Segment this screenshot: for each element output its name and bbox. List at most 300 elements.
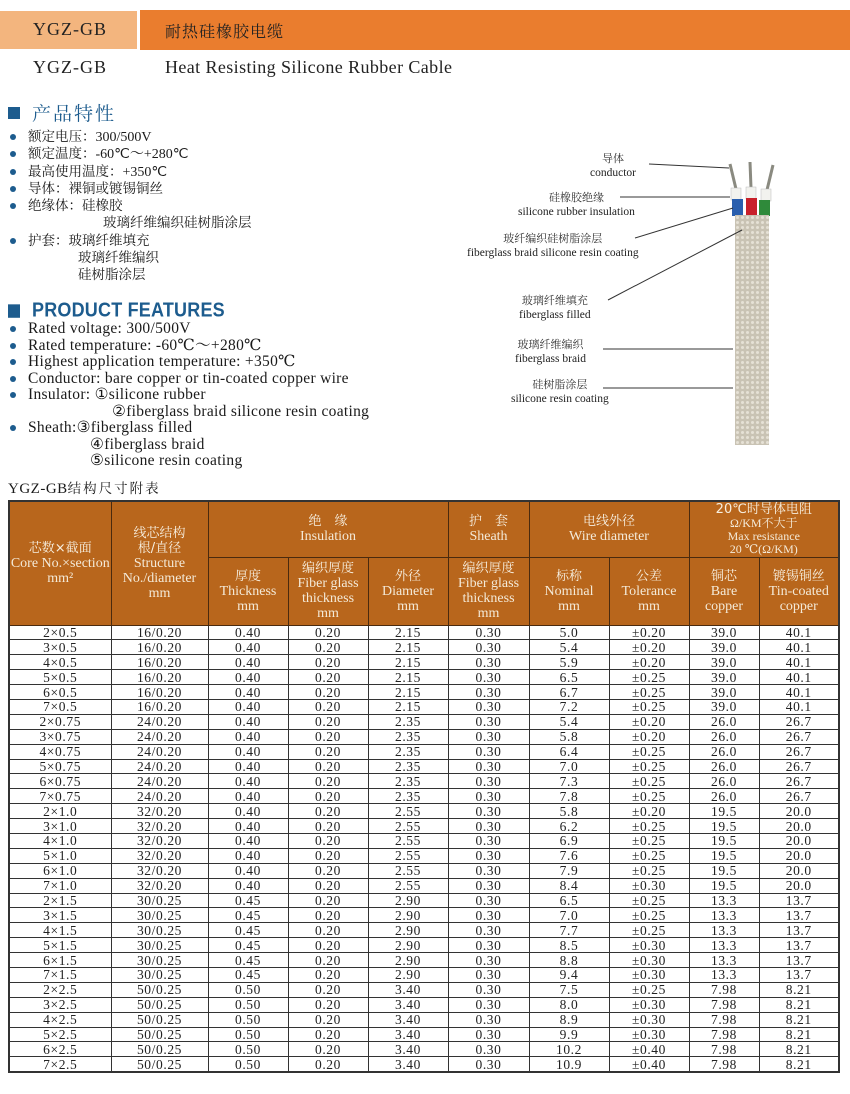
col-group-resistance bbox=[689, 501, 839, 557]
spec-table bbox=[8, 500, 840, 1073]
cell-structure: 16/0.20 bbox=[111, 625, 208, 640]
cell-fiberglass-thickness: 0.20 bbox=[288, 789, 368, 804]
core-blue bbox=[732, 199, 743, 216]
cell-structure: 24/0.20 bbox=[111, 729, 208, 744]
cell-bare-copper-resistance: 7.98 bbox=[689, 1042, 759, 1057]
cell-sheath-thickness: 0.30 bbox=[448, 714, 529, 729]
cell-core-section: 5×0.75 bbox=[9, 759, 111, 774]
cell-thickness: 0.40 bbox=[208, 804, 288, 819]
cell-tolerance: ±0.25 bbox=[609, 759, 689, 774]
cell-tin-coated-resistance: 13.7 bbox=[759, 923, 839, 938]
feature-text: Rated temperature: -60℃～+280℃ bbox=[28, 336, 262, 354]
cell-bare-copper-resistance: 7.98 bbox=[689, 1027, 759, 1042]
cell-insulation-diameter: 2.90 bbox=[368, 908, 448, 923]
label-silicone-rubber-insulation bbox=[518, 191, 635, 219]
cell-thickness: 0.40 bbox=[208, 699, 288, 714]
cell-tin-coated-resistance: 26.7 bbox=[759, 744, 839, 759]
cell-core-section: 5×2.5 bbox=[9, 1027, 111, 1042]
cell-nominal-diameter: 6.5 bbox=[529, 670, 609, 685]
cell-tolerance: ±0.30 bbox=[609, 878, 689, 893]
cell-tin-coated-resistance: 40.1 bbox=[759, 699, 839, 714]
header-en: Fiber glass bbox=[457, 576, 520, 591]
cell-nominal-diameter: 8.5 bbox=[529, 938, 609, 953]
header-en: Wire diameter bbox=[569, 529, 649, 545]
cell-core-section: 7×2.5 bbox=[9, 1057, 111, 1072]
cell-structure: 16/0.20 bbox=[111, 655, 208, 670]
cell-tolerance: ±0.25 bbox=[609, 893, 689, 908]
cell-structure: 30/0.25 bbox=[111, 938, 208, 953]
bullet-icon bbox=[10, 359, 16, 365]
feature-value: 硅树脂涂层 bbox=[78, 267, 146, 284]
header-en: Max resistance bbox=[727, 529, 800, 544]
cell-nominal-diameter: 7.8 bbox=[529, 789, 609, 804]
cell-bare-copper-resistance: 19.5 bbox=[689, 804, 759, 819]
cell-insulation-diameter: 3.40 bbox=[368, 1012, 448, 1027]
label-en: fiberglass braid bbox=[515, 353, 587, 365]
cell-nominal-diameter: 10.2 bbox=[529, 1042, 609, 1057]
cell-tolerance: ±0.30 bbox=[609, 953, 689, 968]
cell-tolerance: ±0.25 bbox=[609, 848, 689, 863]
cell-tolerance: ±0.30 bbox=[609, 1012, 689, 1027]
cell-bare-copper-resistance: 26.0 bbox=[689, 759, 759, 774]
table-row bbox=[9, 908, 839, 923]
cell-thickness: 0.40 bbox=[208, 729, 288, 744]
table-row bbox=[9, 1027, 839, 1042]
cell-tin-coated-resistance: 20.0 bbox=[759, 804, 839, 819]
cell-tolerance: ±0.20 bbox=[609, 714, 689, 729]
cell-sheath-thickness: 0.30 bbox=[448, 833, 529, 848]
cell-insulation-diameter: 2.55 bbox=[368, 863, 448, 878]
col-header-tin-coated-copper bbox=[759, 557, 839, 625]
leader-line bbox=[635, 208, 733, 238]
cell-structure: 24/0.20 bbox=[111, 774, 208, 789]
cell-fiberglass-thickness: 0.20 bbox=[288, 685, 368, 700]
header-en: copper bbox=[779, 598, 818, 614]
feature-label: 最高使用温度： bbox=[28, 163, 123, 180]
cell-tin-coated-resistance: 13.7 bbox=[759, 893, 839, 908]
col-header-core bbox=[9, 501, 111, 625]
cell-tolerance: ±0.20 bbox=[609, 625, 689, 640]
cell-fiberglass-thickness: 0.20 bbox=[288, 774, 368, 789]
header-cn: 芯数×截面 bbox=[28, 540, 92, 556]
table-row bbox=[9, 997, 839, 1012]
title-band bbox=[140, 10, 850, 50]
table-title-cn: 结构尺寸附表 bbox=[67, 481, 161, 497]
cell-thickness: 0.40 bbox=[208, 744, 288, 759]
cell-sheath-thickness: 0.30 bbox=[448, 789, 529, 804]
cell-sheath-thickness: 0.30 bbox=[448, 685, 529, 700]
cell-thickness: 0.50 bbox=[208, 997, 288, 1012]
header-cn: 厚度 bbox=[234, 568, 261, 584]
cell-thickness: 0.45 bbox=[208, 893, 288, 908]
bullet-icon bbox=[10, 151, 16, 157]
cell-sheath-thickness: 0.30 bbox=[448, 729, 529, 744]
cell-bare-copper-resistance: 7.98 bbox=[689, 1057, 759, 1072]
cell-sheath-thickness: 0.30 bbox=[448, 982, 529, 997]
cell-nominal-diameter: 8.8 bbox=[529, 953, 609, 968]
feature-value: 硅橡胶 bbox=[82, 198, 123, 215]
cell-tolerance: ±0.30 bbox=[609, 997, 689, 1012]
feature-value: 裸铜或镀锡铜丝 bbox=[68, 180, 163, 197]
leader-line bbox=[649, 164, 729, 168]
cell-fiberglass-thickness: 0.20 bbox=[288, 670, 368, 685]
cell-tolerance: ±0.25 bbox=[609, 908, 689, 923]
cell-insulation-diameter: 3.40 bbox=[368, 1027, 448, 1042]
label-en: silicone rubber insulation bbox=[518, 206, 635, 218]
cell-sheath-thickness: 0.30 bbox=[448, 967, 529, 982]
core-green bbox=[759, 200, 770, 216]
col-header-diameter bbox=[368, 557, 448, 625]
col-header-sheath-fiberglass-thickness bbox=[448, 557, 529, 625]
col-group-insulation bbox=[208, 501, 448, 557]
cell-structure: 50/0.25 bbox=[111, 1012, 208, 1027]
label-silicone-resin-coating bbox=[511, 378, 609, 406]
cell-thickness: 0.40 bbox=[208, 625, 288, 640]
table-row bbox=[9, 774, 839, 789]
feature-text: ⑤silicone resin coating bbox=[90, 452, 243, 469]
cell-tolerance: ±0.25 bbox=[609, 819, 689, 834]
cell-fiberglass-thickness: 0.20 bbox=[288, 640, 368, 655]
cell-insulation-diameter: 2.15 bbox=[368, 640, 448, 655]
cell-bare-copper-resistance: 19.5 bbox=[689, 833, 759, 848]
cell-thickness: 0.50 bbox=[208, 1012, 288, 1027]
cell-sheath-thickness: 0.30 bbox=[448, 953, 529, 968]
cell-nominal-diameter: 7.0 bbox=[529, 908, 609, 923]
insulation-stub bbox=[761, 189, 771, 201]
feature-value: 玻璃纤维填充 bbox=[68, 232, 150, 249]
cell-tin-coated-resistance: 40.1 bbox=[759, 670, 839, 685]
cell-tin-coated-resistance: 8.21 bbox=[759, 1027, 839, 1042]
cell-core-section: 2×0.5 bbox=[9, 625, 111, 640]
cell-tin-coated-resistance: 40.1 bbox=[759, 640, 839, 655]
header-en: Core No.×section bbox=[10, 555, 110, 571]
cell-thickness: 0.40 bbox=[208, 685, 288, 700]
cell-bare-copper-resistance: 7.98 bbox=[689, 1012, 759, 1027]
cell-sheath-thickness: 0.30 bbox=[448, 997, 529, 1012]
cell-tin-coated-resistance: 13.7 bbox=[759, 953, 839, 968]
table-row bbox=[9, 759, 839, 774]
header-cn: 20℃时导体电阻 bbox=[715, 502, 812, 518]
cell-bare-copper-resistance: 39.0 bbox=[689, 670, 759, 685]
cell-fiberglass-thickness: 0.20 bbox=[288, 863, 368, 878]
table-row bbox=[9, 804, 839, 819]
cell-tolerance: ±0.30 bbox=[609, 1027, 689, 1042]
cell-tolerance: ±0.25 bbox=[609, 744, 689, 759]
table-row bbox=[9, 714, 839, 729]
cell-thickness: 0.40 bbox=[208, 819, 288, 834]
cell-insulation-diameter: 2.90 bbox=[368, 893, 448, 908]
cell-nominal-diameter: 8.0 bbox=[529, 997, 609, 1012]
insulation-stub bbox=[731, 188, 741, 200]
cell-thickness: 0.40 bbox=[208, 863, 288, 878]
cell-fiberglass-thickness: 0.20 bbox=[288, 908, 368, 923]
table-row bbox=[9, 967, 839, 982]
feature-text: ④fiberglass braid bbox=[90, 435, 205, 453]
cell-thickness: 0.45 bbox=[208, 923, 288, 938]
cell-nominal-diameter: 7.9 bbox=[529, 863, 609, 878]
feature-label: 绝缘体： bbox=[28, 198, 82, 215]
cell-insulation-diameter: 2.90 bbox=[368, 953, 448, 968]
table-row bbox=[9, 789, 839, 804]
header-unit: mm bbox=[317, 606, 339, 621]
cell-tolerance: ±0.25 bbox=[609, 685, 689, 700]
cell-thickness: 0.45 bbox=[208, 938, 288, 953]
cell-structure: 50/0.25 bbox=[111, 997, 208, 1012]
cell-bare-copper-resistance: 26.0 bbox=[689, 774, 759, 789]
header-en: Diameter bbox=[381, 583, 435, 599]
cell-tin-coated-resistance: 20.0 bbox=[759, 833, 839, 848]
cell-structure: 16/0.20 bbox=[111, 670, 208, 685]
cell-tolerance: ±0.25 bbox=[609, 982, 689, 997]
label-cn: 玻璃纤维编织 bbox=[517, 338, 584, 351]
cell-tin-coated-resistance: 26.7 bbox=[759, 759, 839, 774]
cell-bare-copper-resistance: 13.3 bbox=[689, 953, 759, 968]
cell-sheath-thickness: 0.30 bbox=[448, 655, 529, 670]
header-unit: mm bbox=[148, 585, 171, 601]
cell-structure: 24/0.20 bbox=[111, 789, 208, 804]
cell-core-section: 4×1.5 bbox=[9, 923, 111, 938]
feature-text: Sheath:③fiberglass filled bbox=[28, 419, 193, 436]
header-en: Fiber glass bbox=[297, 576, 359, 591]
cell-fiberglass-thickness: 0.20 bbox=[288, 923, 368, 938]
cell-structure: 50/0.25 bbox=[111, 1057, 208, 1072]
cell-fiberglass-thickness: 0.20 bbox=[288, 1057, 368, 1072]
cell-thickness: 0.40 bbox=[208, 655, 288, 670]
table-row bbox=[9, 655, 839, 670]
cell-structure: 16/0.20 bbox=[111, 685, 208, 700]
cell-bare-copper-resistance: 19.5 bbox=[689, 819, 759, 834]
header-unit: mm bbox=[397, 598, 419, 614]
cell-fiberglass-thickness: 0.20 bbox=[288, 967, 368, 982]
cell-structure: 30/0.25 bbox=[111, 893, 208, 908]
header-en: Thickness bbox=[219, 583, 277, 599]
cell-insulation-diameter: 3.40 bbox=[368, 1042, 448, 1057]
cell-tin-coated-resistance: 8.21 bbox=[759, 1057, 839, 1072]
cell-thickness: 0.40 bbox=[208, 714, 288, 729]
cable-diagram bbox=[440, 140, 850, 460]
cell-sheath-thickness: 0.30 bbox=[448, 744, 529, 759]
header-cn: 标称 bbox=[555, 568, 582, 584]
cell-core-section: 3×1.0 bbox=[9, 819, 111, 834]
col-header-tolerance bbox=[609, 557, 689, 625]
table-row bbox=[9, 893, 839, 908]
cell-sheath-thickness: 0.30 bbox=[448, 908, 529, 923]
cell-thickness: 0.50 bbox=[208, 1042, 288, 1057]
cell-insulation-diameter: 2.55 bbox=[368, 804, 448, 819]
cell-sheath-thickness: 0.30 bbox=[448, 878, 529, 893]
header-sub: Ω/KM不大于 bbox=[729, 516, 798, 531]
cell-nominal-diameter: 10.9 bbox=[529, 1057, 609, 1072]
cell-tolerance: ±0.25 bbox=[609, 863, 689, 878]
cell-core-section: 5×1.0 bbox=[9, 848, 111, 863]
cell-tolerance: ±0.25 bbox=[609, 923, 689, 938]
table-row bbox=[9, 923, 839, 938]
cell-tin-coated-resistance: 13.7 bbox=[759, 938, 839, 953]
bullet-icon bbox=[10, 238, 16, 244]
cell-fiberglass-thickness: 0.20 bbox=[288, 699, 368, 714]
table-row bbox=[9, 670, 839, 685]
cell-bare-copper-resistance: 26.0 bbox=[689, 789, 759, 804]
cell-sheath-thickness: 0.30 bbox=[448, 819, 529, 834]
cell-nominal-diameter: 6.2 bbox=[529, 819, 609, 834]
features-en-heading-text: PRODUCT FEATURES bbox=[32, 298, 225, 322]
table-row bbox=[9, 953, 839, 968]
col-header-bare-copper bbox=[689, 557, 759, 625]
cell-fiberglass-thickness: 0.20 bbox=[288, 729, 368, 744]
feature-value: 玻璃纤维编织硅树脂涂层 bbox=[103, 215, 252, 232]
cell-insulation-diameter: 2.90 bbox=[368, 938, 448, 953]
header-en: No./diameter bbox=[122, 570, 197, 586]
cell-structure: 24/0.20 bbox=[111, 744, 208, 759]
label-fiberglass-braid-coating bbox=[467, 232, 639, 260]
cell-structure: 32/0.20 bbox=[111, 804, 208, 819]
cell-structure: 50/0.25 bbox=[111, 1027, 208, 1042]
cell-fiberglass-thickness: 0.20 bbox=[288, 819, 368, 834]
conductor-wire bbox=[730, 164, 736, 189]
label-cn: 玻璃纤维填充 bbox=[521, 294, 588, 307]
conductor-wire bbox=[767, 165, 773, 190]
cell-insulation-diameter: 2.35 bbox=[368, 789, 448, 804]
header-en: Insulation bbox=[300, 529, 356, 545]
cell-sheath-thickness: 0.30 bbox=[448, 1027, 529, 1042]
cell-tin-coated-resistance: 20.0 bbox=[759, 863, 839, 878]
table-row bbox=[9, 938, 839, 953]
header-cn: 外径 bbox=[394, 568, 421, 584]
cell-tolerance: ±0.20 bbox=[609, 729, 689, 744]
cell-bare-copper-resistance: 26.0 bbox=[689, 744, 759, 759]
cell-fiberglass-thickness: 0.20 bbox=[288, 878, 368, 893]
cell-thickness: 0.50 bbox=[208, 1057, 288, 1072]
label-en: fiberglass braid silicone resin coating bbox=[467, 247, 639, 259]
feature-text: Conductor: bare copper or tin-coated copper wire bbox=[28, 369, 349, 387]
cell-insulation-diameter: 2.55 bbox=[368, 833, 448, 848]
header-en: Structure bbox=[133, 555, 186, 571]
header-cn: 电线外径 bbox=[582, 514, 635, 530]
cell-sheath-thickness: 0.30 bbox=[448, 1057, 529, 1072]
cell-thickness: 0.45 bbox=[208, 967, 288, 982]
cell-tin-coated-resistance: 8.21 bbox=[759, 997, 839, 1012]
bullet-icon bbox=[10, 326, 16, 332]
cell-core-section: 4×0.75 bbox=[9, 744, 111, 759]
cell-bare-copper-resistance: 19.5 bbox=[689, 878, 759, 893]
bullet-icon bbox=[10, 392, 16, 398]
col-header-thickness bbox=[208, 557, 288, 625]
table-row bbox=[9, 1057, 839, 1072]
cell-nominal-diameter: 5.4 bbox=[529, 640, 609, 655]
core-red bbox=[746, 198, 757, 216]
cell-structure: 30/0.25 bbox=[111, 953, 208, 968]
cell-sheath-thickness: 0.30 bbox=[448, 923, 529, 938]
cell-structure: 32/0.20 bbox=[111, 878, 208, 893]
cell-core-section: 4×1.0 bbox=[9, 833, 111, 848]
cell-core-section: 2×0.75 bbox=[9, 714, 111, 729]
cell-nominal-diameter: 6.7 bbox=[529, 685, 609, 700]
cell-nominal-diameter: 9.9 bbox=[529, 1027, 609, 1042]
header-unit: mm² bbox=[47, 570, 74, 586]
cell-bare-copper-resistance: 39.0 bbox=[689, 625, 759, 640]
cell-tin-coated-resistance: 26.7 bbox=[759, 774, 839, 789]
cell-structure: 24/0.20 bbox=[111, 714, 208, 729]
cell-sheath-thickness: 0.30 bbox=[448, 1042, 529, 1057]
cell-bare-copper-resistance: 39.0 bbox=[689, 699, 759, 714]
table-title bbox=[8, 477, 161, 498]
header-en: thickness bbox=[301, 591, 355, 606]
cell-insulation-diameter: 2.15 bbox=[368, 699, 448, 714]
bullet-icon bbox=[10, 343, 16, 349]
cell-structure: 30/0.25 bbox=[111, 908, 208, 923]
cell-insulation-diameter: 2.35 bbox=[368, 759, 448, 774]
cell-fiberglass-thickness: 0.20 bbox=[288, 625, 368, 640]
cell-nominal-diameter: 8.9 bbox=[529, 1012, 609, 1027]
label-fiberglass-braid bbox=[515, 338, 586, 366]
cell-fiberglass-thickness: 0.20 bbox=[288, 655, 368, 670]
table-row bbox=[9, 729, 839, 744]
table-row bbox=[9, 744, 839, 759]
cell-tin-coated-resistance: 20.0 bbox=[759, 878, 839, 893]
cell-core-section: 6×1.5 bbox=[9, 953, 111, 968]
cell-structure: 30/0.25 bbox=[111, 923, 208, 938]
label-en: conductor bbox=[590, 167, 636, 179]
table-row bbox=[9, 863, 839, 878]
label-cn: 玻纤编织硅树脂涂层 bbox=[503, 232, 603, 245]
feature-value: +350℃ bbox=[122, 164, 168, 180]
cell-tolerance: ±0.25 bbox=[609, 699, 689, 714]
cell-fiberglass-thickness: 0.20 bbox=[288, 714, 368, 729]
cell-bare-copper-resistance: 39.0 bbox=[689, 640, 759, 655]
cell-tolerance: ±0.20 bbox=[609, 804, 689, 819]
cell-sheath-thickness: 0.30 bbox=[448, 848, 529, 863]
cell-structure: 32/0.20 bbox=[111, 833, 208, 848]
cell-core-section: 3×1.5 bbox=[9, 908, 111, 923]
cell-core-section: 7×1.0 bbox=[9, 878, 111, 893]
cell-fiberglass-thickness: 0.20 bbox=[288, 982, 368, 997]
table-title-code: YGZ-GB bbox=[8, 481, 68, 497]
cell-tolerance: ±0.30 bbox=[609, 938, 689, 953]
cell-insulation-diameter: 2.15 bbox=[368, 685, 448, 700]
cell-core-section: 3×2.5 bbox=[9, 997, 111, 1012]
header-cn: 绝 缘 bbox=[308, 514, 348, 530]
cell-tin-coated-resistance: 8.21 bbox=[759, 1042, 839, 1057]
cell-tin-coated-resistance: 40.1 bbox=[759, 655, 839, 670]
cell-tolerance: ±0.20 bbox=[609, 640, 689, 655]
cell-insulation-diameter: 2.35 bbox=[368, 729, 448, 744]
cell-structure: 16/0.20 bbox=[111, 640, 208, 655]
cell-fiberglass-thickness: 0.20 bbox=[288, 833, 368, 848]
cell-bare-copper-resistance: 39.0 bbox=[689, 685, 759, 700]
label-fiberglass-filled bbox=[519, 294, 591, 322]
cell-insulation-diameter: 2.55 bbox=[368, 878, 448, 893]
table-row bbox=[9, 878, 839, 893]
cell-bare-copper-resistance: 13.3 bbox=[689, 893, 759, 908]
table-row bbox=[9, 833, 839, 848]
feature-value: -60℃～+280℃ bbox=[95, 147, 189, 163]
label-cn: 硅树脂涂层 bbox=[532, 378, 588, 391]
model-code: YGZ-GB bbox=[33, 19, 107, 39]
label-cn: 硅橡胶绝缘 bbox=[548, 191, 604, 204]
header-cn: 铜芯 bbox=[710, 568, 737, 584]
cell-nominal-diameter: 7.6 bbox=[529, 848, 609, 863]
cell-nominal-diameter: 5.9 bbox=[529, 655, 609, 670]
feature-value: 300/500V bbox=[95, 130, 152, 145]
feature-label: 导体： bbox=[28, 180, 69, 197]
cell-fiberglass-thickness: 0.20 bbox=[288, 953, 368, 968]
cell-sheath-thickness: 0.30 bbox=[448, 1012, 529, 1027]
header-unit: mm bbox=[558, 598, 580, 614]
model-code-box bbox=[0, 11, 137, 49]
cell-insulation-diameter: 2.90 bbox=[368, 923, 448, 938]
header-en: Tin-coated bbox=[768, 583, 829, 599]
cell-insulation-diameter: 2.55 bbox=[368, 848, 448, 863]
